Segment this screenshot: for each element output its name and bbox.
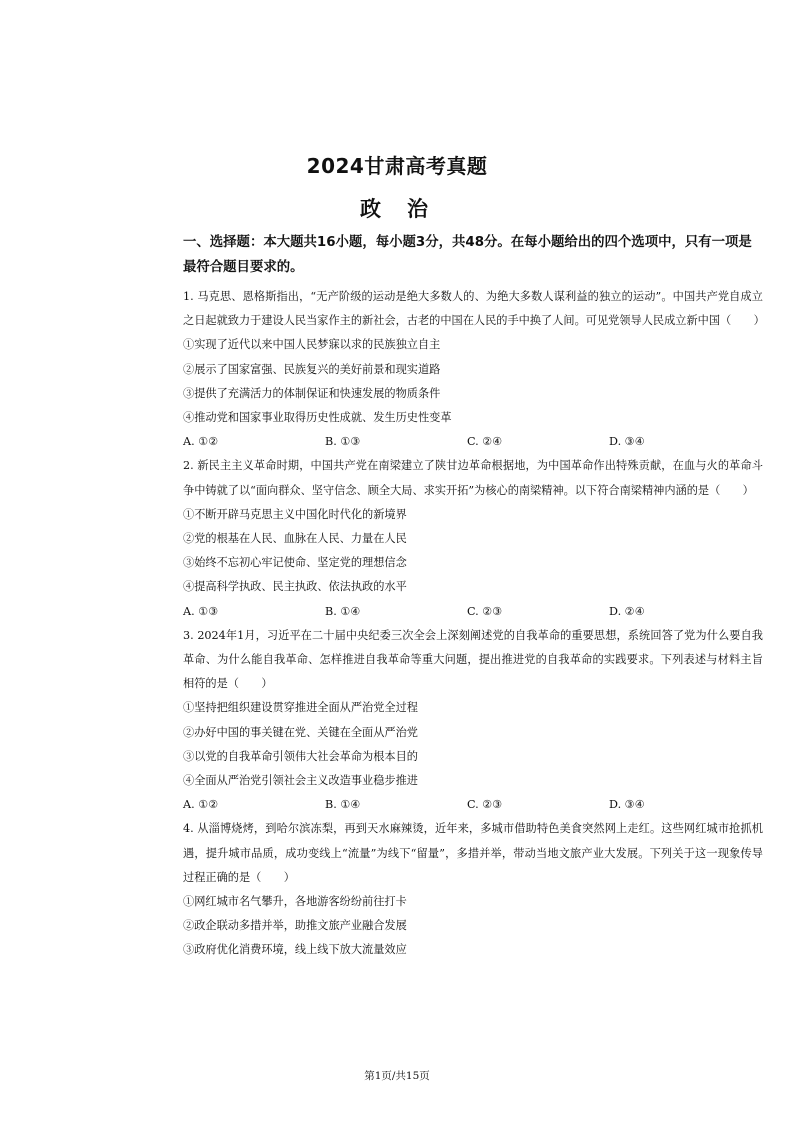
statement: ①坚持把组织建设贯穿推进全面从严治党全过程 (183, 701, 418, 715)
option-a: A. ①③ (183, 604, 219, 618)
statement: ③政府优化消费环境，线上线下放大流量效应 (183, 943, 407, 957)
statement: ①不断开辟马克思主义中国化时代化的新境界 (183, 507, 407, 521)
page-title: 2024甘肃高考真题 (306, 154, 488, 178)
statement: ②办好中国的事关键在党、关键在全面从严治党 (183, 725, 418, 739)
question-stem: 1. 马克思、恩格斯指出，“无产阶级的运动是绝大多数人的、为绝大多数人谋利益的独立的运动”。中国共产党自成立之日起就致力于建设人民当家作主的新社会，古老的中国在人民的手中换了人间。可见党领导人民成立新中国（ ） (183, 290, 765, 328)
question-2 (183, 454, 763, 623)
page-footer: 第1页/共15页 (364, 1070, 430, 1082)
answer-options (183, 793, 763, 817)
option-c: C. ②④ (467, 435, 503, 449)
option-b: B. ①④ (325, 798, 361, 812)
option-d: D. ③④ (609, 798, 645, 812)
statement: ①实现了近代以来中国人民梦寐以求的民族独立自主 (183, 338, 441, 352)
question-list (183, 285, 763, 963)
statement: ②党的根基在人民、血脉在人民、力量在人民 (183, 532, 407, 546)
question-stem: 2. 新民主主义革命时期，中国共产党在南梁建立了陕甘边革命根据地，为中国革命作出特殊贡献，在血与火的革命斗争中铸就了以“面向群众、坚守信念、顾全大局、求实开拓”为核心的南梁精神。以下符合南梁精神内涵的是（ ） (183, 459, 763, 497)
answer-options (183, 430, 763, 454)
answer-options (183, 600, 763, 624)
option-c: C. ②③ (467, 604, 503, 618)
statement: ④全面从严治党引领社会主义改造事业稳步推进 (183, 774, 418, 788)
section-heading: 一、选择题：本大题共16小题，每小题3分，共48分。在每小题给出的四个选项中，只有一项是最符合题目要求的。 (183, 235, 752, 275)
option-d: D. ②④ (609, 604, 645, 618)
question-4 (183, 817, 763, 962)
statement: ③以党的自我革命引领伟大社会革命为根本目的 (183, 749, 418, 763)
option-c: C. ②③ (467, 798, 503, 812)
statement: ④推动党和国家事业取得历史性成就、发生历史性变革 (183, 411, 452, 425)
statement: ④提高科学执政、民主执政、依法执政的水平 (183, 580, 407, 594)
statement: ②政企联动多措并举，助推文旅产业融合发展 (183, 919, 407, 933)
statement: ③提供了充满活力的体制保证和快速发展的物质条件 (183, 386, 441, 400)
statement: ③始终不忘初心牢记使命、坚定党的理想信念 (183, 556, 407, 570)
statement: ①网红城市名气攀升，各地游客纷纷前往打卡 (183, 895, 407, 909)
option-d: D. ③④ (609, 435, 645, 449)
statement: ②展示了国家富强、民族复兴的美好前景和现实道路 (183, 362, 441, 376)
option-a: A. ①② (183, 435, 219, 449)
option-a: A. ①② (183, 798, 219, 812)
question-stem: 4. 从淄博烧烤，到哈尔滨冻梨，再到天水麻辣烫，近年来，多城市借助特色美食突然网上走红。这些网红城市抢抓机遇，提升城市品质，成功变线上“流量”为线下“留量”，多措并举，带动当地文旅产业大发展。下列关于这一现象传导过程正确的是（ ） (183, 822, 763, 884)
subject-title: 政治 (360, 197, 454, 221)
question-1 (183, 285, 763, 454)
option-b: B. ①④ (325, 604, 361, 618)
question-3 (183, 624, 763, 818)
question-stem: 3. 2024年1月，习近平在二十届中央纪委三次全会上深刻阐述党的自我革命的重要思想，系统回答了党为什么要自我革命、为什么能自我革命、怎样推进自我革命等重大问题，提出推进党的自我革命的实践要求。下列表述与材料主旨相符的是（ ） (183, 628, 763, 691)
option-b: B. ①③ (325, 435, 361, 449)
